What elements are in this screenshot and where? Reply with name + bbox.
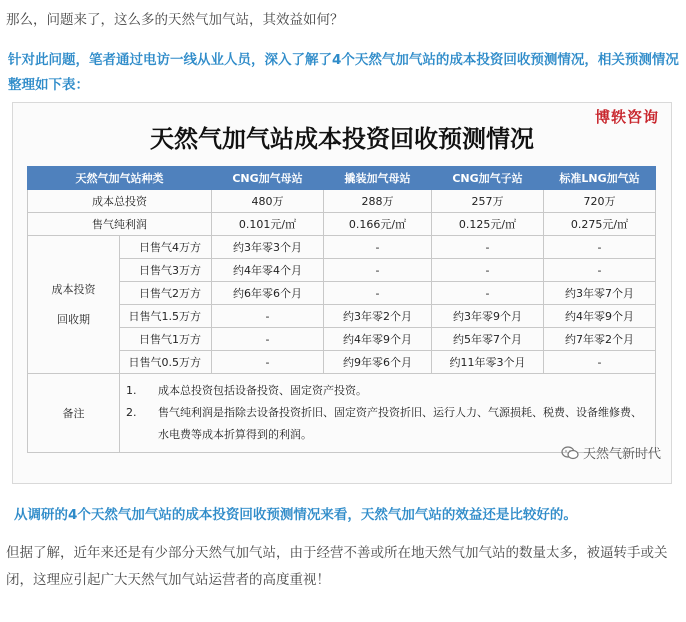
wechat-icon <box>561 446 579 460</box>
note-number: 1. <box>126 384 137 397</box>
cost-table <box>27 166 656 453</box>
table-cell: 0.275元/㎡ <box>544 213 656 236</box>
note-item <box>124 380 651 402</box>
payback-group-label <box>28 236 120 374</box>
row-label: 日售气4万方 <box>120 236 212 259</box>
table-cell: - <box>544 351 656 374</box>
note-item <box>124 402 651 446</box>
header-type: 天然气加气站种类 <box>28 167 212 190</box>
table-cell: - <box>212 305 324 328</box>
row-label: 日售气0.5万方 <box>120 351 212 374</box>
table-cell: - <box>212 328 324 351</box>
payback-group-line1: 成本投资 <box>51 282 96 296</box>
notes-label: 备注 <box>28 374 120 453</box>
intro-paragraph: 那么，问题来了，这么多的天然气加气站，其效益如何？ <box>6 12 344 28</box>
table-cell: 约9年零6个月 <box>324 351 432 374</box>
header-lng: 标准LNG加气站 <box>544 167 656 190</box>
table-cell: 720万 <box>544 190 656 213</box>
watermark-text: 天然气新时代 <box>582 447 661 462</box>
table-row <box>28 282 656 305</box>
table-row <box>28 213 656 236</box>
table-cell: - <box>324 236 432 259</box>
table-figure <box>12 102 672 484</box>
table-cell: 约4年零9个月 <box>324 328 432 351</box>
table-cell: 288万 <box>324 190 432 213</box>
header-skid-mother: 撬装加气母站 <box>324 167 432 190</box>
table-cell: 0.166元/㎡ <box>324 213 432 236</box>
notes-row <box>28 374 656 453</box>
note-text: 售气纯利润是指除去设备投资折旧、固定资产投资折旧、运行人力、气源损耗、税费、设备维修费、水电费等成本折算得到的利润。 <box>158 406 642 441</box>
row-label: 成本总投资 <box>28 190 212 213</box>
brand-logo-text: 博轶咨询 <box>594 108 659 126</box>
row-label: 日售气1.5万方 <box>120 305 212 328</box>
table-row <box>28 328 656 351</box>
table-row <box>28 236 656 259</box>
table-row <box>28 351 656 374</box>
table-cell: 257万 <box>432 190 544 213</box>
header-cng-sub: CNG加气子站 <box>432 167 544 190</box>
table-cell: 约6年零6个月 <box>212 282 324 305</box>
table-cell: 约4年零9个月 <box>544 305 656 328</box>
table-cell: 0.101元/㎡ <box>212 213 324 236</box>
header-cng-mother: CNG加气母站 <box>212 167 324 190</box>
table-cell: 约3年零7个月 <box>544 282 656 305</box>
note-text: 成本总投资包括设备投资、固定资产投资。 <box>158 384 367 397</box>
conclusion-paragraph: 从调研的4个天然气加气站的成本投资回收预测情况来看，天然气加气站的效益还是比较好的。 <box>14 507 577 523</box>
table-cell: 约3年零2个月 <box>324 305 432 328</box>
table-cell: - <box>544 236 656 259</box>
note-number: 2. <box>126 406 137 419</box>
table-row <box>28 305 656 328</box>
table-cell: 480万 <box>212 190 324 213</box>
final-paragraph: 但据了解，近年来还是有少部分天然气加气站，由于经营不善或所在地天然气加气站的数量太多，被逼转手或关闭，这理应引起广大天然气加气站运营者的高度重视！ <box>6 545 668 588</box>
table-cell: 约3年零3个月 <box>212 236 324 259</box>
table-row <box>28 190 656 213</box>
table-cell: - <box>212 351 324 374</box>
table-header-row <box>28 167 656 190</box>
row-label: 日售气2万方 <box>120 282 212 305</box>
table-cell: 约4年零4个月 <box>212 259 324 282</box>
table-cell: - <box>544 259 656 282</box>
table-cell: - <box>324 282 432 305</box>
table-cell: 约11年零3个月 <box>432 351 544 374</box>
notes-cell <box>120 374 656 453</box>
table-cell: - <box>324 259 432 282</box>
payback-group-line2: 回收期 <box>57 312 90 326</box>
table-cell: 约5年零7个月 <box>432 328 544 351</box>
table-cell: 0.125元/㎡ <box>432 213 544 236</box>
lead-paragraph: 针对此问题，笔者通过电访一线从业人员，深入了解了4个天然气加气站的成本投资回收预测情况，相关预测情况整理如下表： <box>8 52 679 93</box>
row-label: 日售气3万方 <box>120 259 212 282</box>
table-row <box>28 259 656 282</box>
table-cell: 约7年零2个月 <box>544 328 656 351</box>
table-cell: 约3年零9个月 <box>432 305 544 328</box>
table-cell: - <box>432 236 544 259</box>
watermark <box>561 443 661 462</box>
row-label: 售气纯利润 <box>28 213 212 236</box>
figure-title: 天然气加气站成本投资回收预测情况 <box>150 125 534 153</box>
table-cell: - <box>432 282 544 305</box>
row-label: 日售气1万方 <box>120 328 212 351</box>
table-cell: - <box>432 259 544 282</box>
